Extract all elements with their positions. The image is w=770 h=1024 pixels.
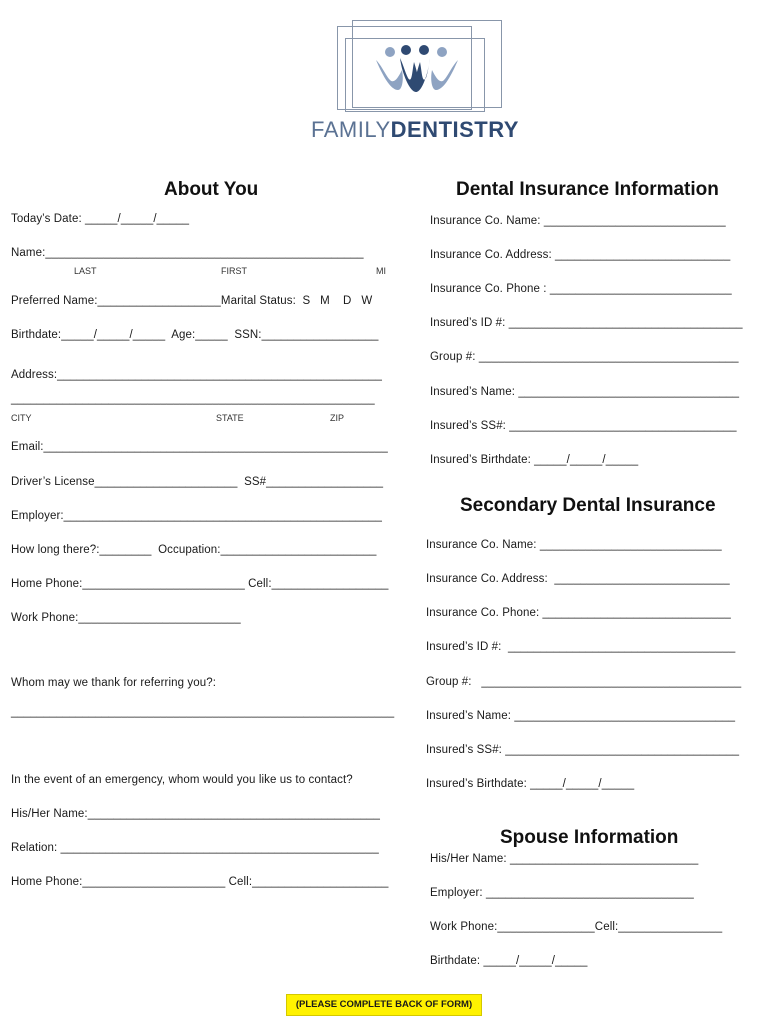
referral-field[interactable]: ___________________________________________________________ (11, 706, 395, 718)
spouse-name-field[interactable]: His/Her Name: _____________________________ (430, 853, 699, 865)
address-line-2[interactable]: ________________________________________________________ (11, 393, 375, 405)
complete-back-of-form-note: (PLEASE COMPLETE BACK OF FORM) (286, 994, 482, 1016)
referral-question: Whom may we thank for referring you?: (11, 677, 217, 689)
drivers-license-field[interactable]: Driver’s License______________________ SS#__________________ (11, 476, 384, 488)
todays-date-field[interactable]: Today’s Date: _____/_____/_____ (11, 213, 190, 225)
about-you-heading: About You (164, 179, 259, 200)
brand-name-part2: DENTISTRY (390, 117, 519, 142)
secondary-group-field[interactable]: Group #: ________________________________________ (426, 676, 742, 688)
secondary-co-address-field[interactable]: Insurance Co. Address: ___________________________ (426, 573, 730, 585)
insured-name-field[interactable]: Insured’s Name: __________________________________ (430, 386, 740, 398)
secondary-insured-name-field[interactable]: Insured’s Name: __________________________________ (426, 710, 736, 722)
spouse-heading: Spouse Information (500, 827, 679, 848)
email-field[interactable]: Email:_____________________________________________________ (11, 441, 388, 453)
secondary-co-phone-field[interactable]: Insurance Co. Phone: _____________________________ (426, 607, 731, 619)
name-last-label: LAST (74, 266, 97, 276)
spouse-birthdate-field[interactable]: Birthdate: _____/_____/_____ (430, 955, 588, 967)
insured-ss-field[interactable]: Insured’s SS#: ___________________________________ (430, 420, 737, 432)
relation-field[interactable]: Relation: _________________________________________________ (11, 842, 379, 854)
dental-insurance-heading: Dental Insurance Information (456, 179, 719, 200)
how-long-field[interactable]: How long there?:________ Occupation:________________________ (11, 544, 377, 556)
address-field[interactable]: Address:__________________________________________________ (11, 369, 382, 381)
secondary-co-name-field[interactable]: Insurance Co. Name: ____________________________ (426, 539, 722, 551)
group-field[interactable]: Group #: ________________________________________ (430, 351, 739, 363)
emergency-question: In the event of an emergency, whom would you like us to contact? (11, 774, 353, 786)
address-zip-label: ZIP (330, 413, 345, 423)
home-phone-field[interactable]: Home Phone:_________________________ Cell:__________________ (11, 578, 389, 590)
insurance-co-name-field[interactable]: Insurance Co. Name: ____________________________ (430, 215, 726, 227)
address-state-label: STATE (216, 413, 244, 423)
secondary-insured-id-field[interactable]: Insured’s ID #: ___________________________________ (426, 641, 736, 653)
secondary-insured-birthdate-field[interactable]: Insured’s Birthdate: _____/_____/_____ (426, 778, 635, 790)
emergency-name-field[interactable]: His/Her Name:_____________________________________________ (11, 808, 381, 820)
name-first-label: FIRST (221, 266, 247, 276)
secondary-insurance-heading: Secondary Dental Insurance (460, 495, 716, 516)
brand-name (311, 117, 519, 143)
preferred-name-field[interactable]: Preferred Name:___________________Marital Status: S M D W (11, 295, 373, 307)
employer-field[interactable]: Employer:_________________________________________________ (11, 510, 382, 522)
brand-name-part1: FAMILY (311, 117, 391, 142)
emergency-home-phone-field[interactable]: Home Phone:______________________ Cell:_____________________ (11, 876, 389, 888)
name-field[interactable]: Name:_________________________________________________ (11, 247, 364, 259)
insured-id-field[interactable]: Insured’s ID #: ____________________________________ (430, 317, 743, 329)
birthdate-field[interactable]: Birthdate:_____/_____/_____ Age:_____ SSN:__________________ (11, 329, 379, 341)
spouse-employer-field[interactable]: Employer: ________________________________ (430, 887, 694, 899)
work-phone-field[interactable]: Work Phone:_________________________ (11, 612, 241, 624)
address-city-label: CITY (11, 413, 32, 423)
spouse-work-phone-field[interactable]: Work Phone:_______________Cell:________________ (430, 921, 723, 933)
insurance-co-address-field[interactable]: Insurance Co. Address: ___________________________ (430, 249, 731, 261)
secondary-insured-ss-field[interactable]: Insured’s SS#: ____________________________________ (426, 744, 740, 756)
insurance-co-phone-field[interactable]: Insurance Co. Phone : ____________________________ (430, 283, 732, 295)
name-mi-label: MI (376, 266, 386, 276)
insured-birthdate-field[interactable]: Insured’s Birthdate: _____/_____/_____ (430, 454, 639, 466)
family-figures-icon (372, 44, 464, 96)
